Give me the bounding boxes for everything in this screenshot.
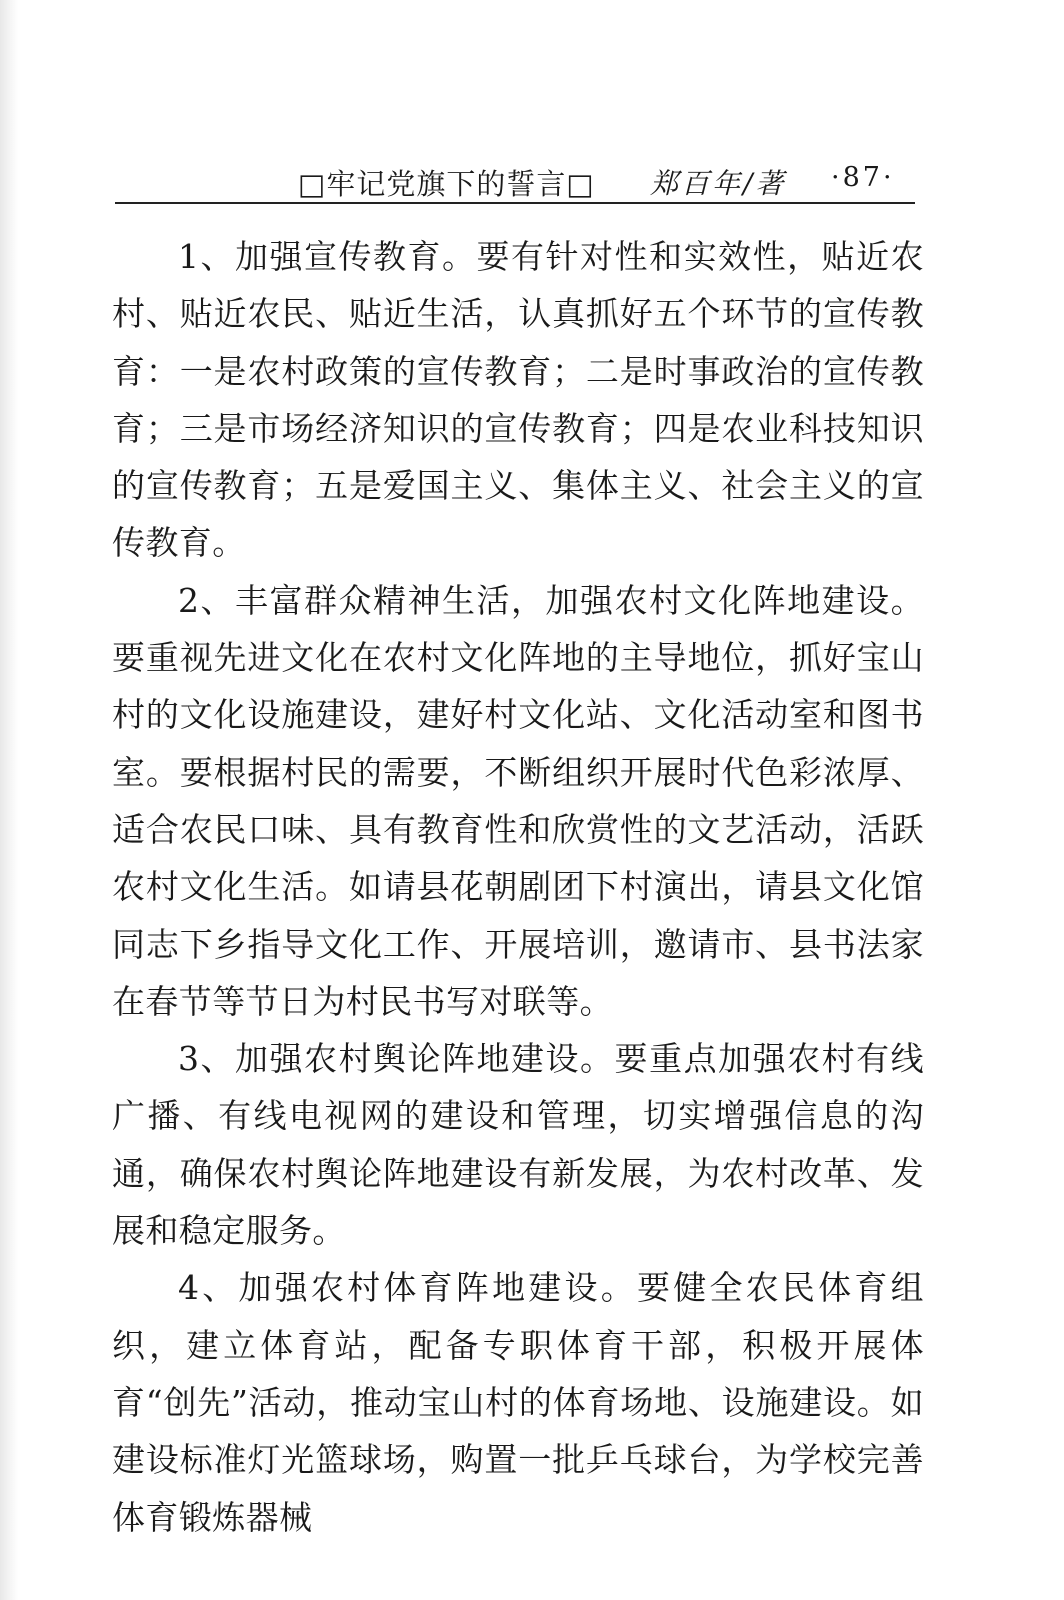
paragraph-3: 3、加强农村舆论阵地建设。要重点加强农村有线广播、有线电视网的建设和管理，切实增强信息的沟通，确保农村舆论阵地建设有新发展，为农村改革、发展和稳定服务。 [112, 1039, 924, 1251]
page-number: ·87· [831, 162, 895, 193]
running-header [115, 160, 915, 204]
paragraph-1: 1、加强宣传教育。要有针对性和实效性，贴近农村、贴近农民、贴近生活，认真抓好五个环节的宣传教育：一是农村政策的宣传教育；二是时事政治的宣传教育；三是市场经济知识的宣传教育；四是农业科技知识的宣传教育；五是爱国主义、集体主义、社会主义的宣传教育。 [112, 237, 924, 563]
page-edge-shadow [0, 0, 18, 1600]
body-text [112, 228, 924, 1546]
author-credit: 郑百年/著 [650, 167, 787, 200]
paragraph-2: 2、丰富群众精神生活，加强农村文化阵地建设。要重视先进文化在农村文化阵地的主导地位，抓好宝山村的文化设施建设，建好村文化站、文化活动室和图书室。要根据村民的需要，不断组织开展时代色彩浓厚、适合农民口味、具有教育性和欣赏性的文艺活动，活跃农村文化生活。如请县花朝剧团下村演出，请县文化馆同志下乡指导文化工作、开展培训，邀请市、县书法家在春节等节日为村民书写对联等。 [112, 580, 924, 1021]
book-title: □牢记党旗下的誓言□ [298, 167, 595, 201]
paragraph-4: 4、加强农村体育阵地建设。要健全农民体育组织，建立体育站，配备专职体育干部，积极开展体育“创先”活动，推动宝山村的体育场地、设施建设。如建设标准灯光篮球场，购置一批乒乓球台，为学校完善体育锻炼器械 [112, 1268, 924, 1537]
